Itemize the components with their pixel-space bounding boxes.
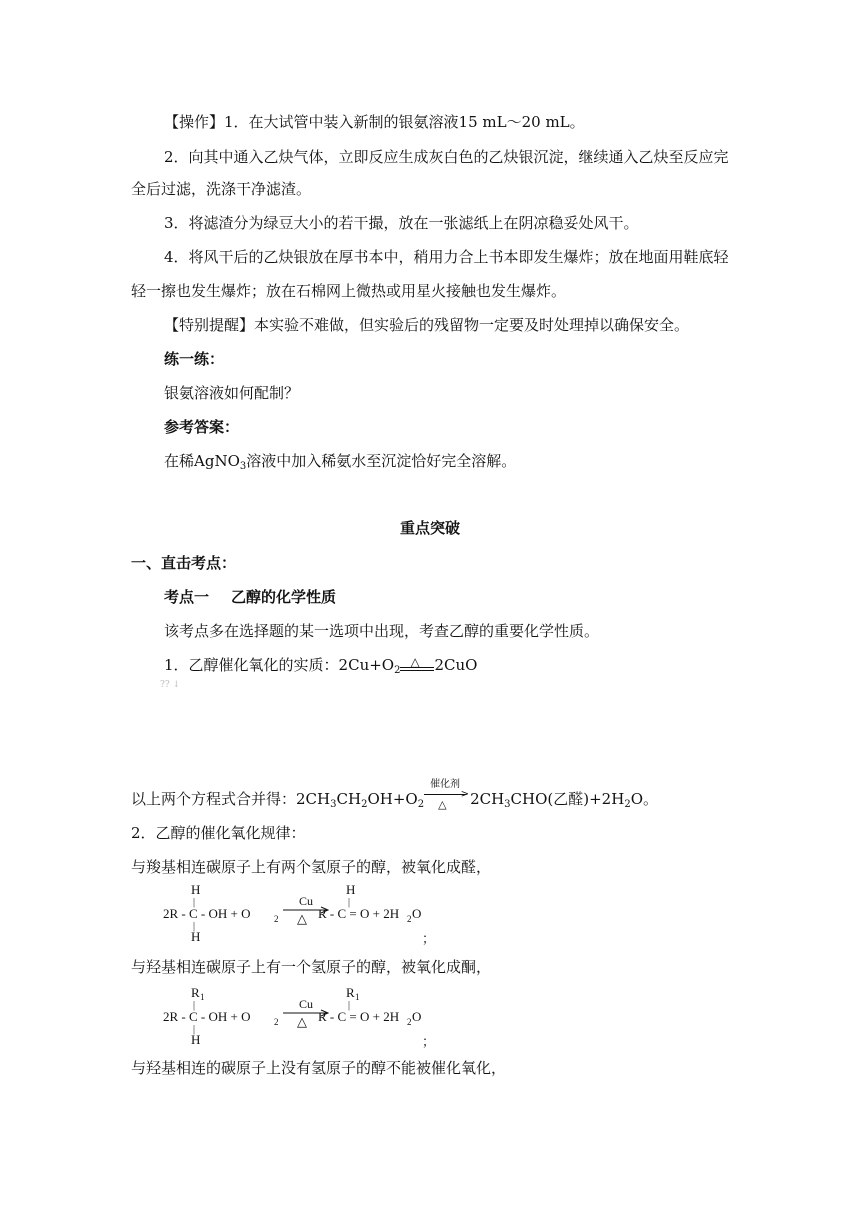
- reminder-tag: 【特别提醒】: [164, 316, 255, 334]
- operation-step3: 3．将滤渣分为绿豆大小的若干撮，放在一张滤纸上在阴凉稳妥处风干。: [164, 214, 639, 232]
- svg-text:△: △: [297, 1014, 307, 1029]
- svg-text:R: R: [191, 985, 200, 1000]
- svg-text:|: |: [193, 1024, 196, 1035]
- svg-text:△: △: [297, 911, 307, 926]
- ketone-equation: [155, 981, 455, 1046]
- operation-step4-a: 4．将风干后的乙炔银放在厚书本中，稍用力合上书本即发生爆炸；放在地面用鞋底轻: [164, 248, 729, 266]
- svg-text:Cu: Cu: [299, 894, 314, 908]
- answer-text: [164, 451, 516, 471]
- svg-text:|: |: [193, 897, 196, 908]
- item1-label: 1．乙醇催化氧化的实质：: [164, 656, 339, 674]
- svg-text:R - C = O + 2H: R - C = O + 2H: [318, 1009, 400, 1024]
- svg-text:2: 2: [407, 914, 412, 924]
- svg-text:|: |: [348, 1000, 351, 1011]
- svg-text:1: 1: [200, 992, 205, 1002]
- svg-text:H: H: [191, 929, 201, 943]
- part1-heading: 一、直击考点：: [131, 554, 237, 572]
- heat-symbol: △: [438, 798, 447, 811]
- point1-title: 乙醇的化学性质: [231, 588, 337, 606]
- semicolon: ；: [422, 932, 436, 947]
- point1-heading: [164, 587, 336, 607]
- combine-line: [131, 779, 658, 811]
- svg-text:2: 2: [274, 1017, 279, 1027]
- rule3: 与羟基相连的碳原子上没有氢原子的醇不能被催化氧化，: [131, 1059, 507, 1077]
- answer-formula: AgNO$_3$: [194, 452, 247, 472]
- rule1: 与羧基相连碳原子上有两个氢原子的醇，被氧化成醛，: [131, 858, 492, 876]
- svg-text:H: H: [191, 1032, 201, 1046]
- faint-mark: ?? ↓: [160, 680, 181, 690]
- svg-text:2: 2: [407, 1017, 412, 1027]
- operation-step1-line: [164, 112, 585, 132]
- reminder-line: [164, 315, 689, 335]
- svg-text:Cu: Cu: [299, 997, 314, 1011]
- svg-text:2R - C - OH + O: 2R - C - OH + O: [163, 906, 251, 921]
- item1-line: [164, 655, 477, 675]
- svg-text:H: H: [191, 882, 201, 897]
- combine-arrow: 催化剂 > △: [424, 789, 470, 809]
- item1-eq-arrow: [400, 655, 434, 675]
- catalyst-label: 催化剂: [430, 779, 461, 790]
- svg-text:|: |: [348, 897, 351, 908]
- operation-step2-b: 全后过滤，洗涤干净滤渣。: [131, 180, 312, 198]
- operation-step2-a: 2．向其中通入乙炔气体，立即反应生成灰白色的乙炔银沉淀，继续通入乙炔至反应完: [164, 148, 729, 166]
- answer-pre: 在稀: [164, 452, 195, 470]
- svg-text:O: O: [412, 1009, 422, 1024]
- operation-step1: 1．在大试管中装入新制的银氨溶液15 mL～20 mL。: [224, 113, 585, 131]
- svg-text:2R - C - OH + O: 2R - C - OH + O: [163, 1009, 251, 1024]
- practice-heading: 练一练：: [164, 350, 225, 368]
- svg-text:O: O: [412, 906, 422, 921]
- operation-step4-b: 轻一擦也发生爆炸；放在石棉网上微热或用星火接触也发生爆炸。: [131, 282, 567, 300]
- item2-heading: 2．乙醇的催化氧化规律：: [131, 824, 306, 842]
- semicolon: ；: [422, 1035, 436, 1050]
- rule2: 与羟基相连碳原子上有一个氢原子的醇，被氧化成酮，: [131, 958, 492, 976]
- point1-label: 考点一: [164, 588, 210, 606]
- operation-tag: 【操作】: [164, 113, 225, 131]
- combine-left: $2CH_3CH_2OH+O_2$: [296, 790, 425, 810]
- heat-symbol: △: [410, 655, 420, 669]
- svg-text:|: |: [193, 1000, 196, 1011]
- svg-text:H: H: [346, 882, 356, 897]
- aldehyde-equation: [155, 878, 455, 943]
- svg-text:1: 1: [355, 992, 360, 1002]
- svg-text:|: |: [193, 921, 196, 932]
- svg-text:R: R: [346, 985, 355, 1000]
- answer-heading: 参考答案：: [164, 418, 240, 436]
- item1-eq-right: 2CuO: [434, 656, 478, 674]
- reminder-text: 本实验不难做，但实验后的残留物一定要及时处理掉以确保安全。: [254, 316, 690, 334]
- section-title: 重点突破: [399, 519, 460, 537]
- answer-post: 溶液中加入稀氨水至沉淀恰好完全溶解。: [246, 452, 517, 470]
- point1-intro: 该考点多在选择题的某一选项中出现，考查乙醇的重要化学性质。: [164, 622, 600, 640]
- svg-text:R - C = O + 2H: R - C = O + 2H: [318, 906, 400, 921]
- item1-eq-left: $2Cu+O_2$: [338, 656, 401, 676]
- combine-pre: 以上两个方程式合并得：: [131, 790, 297, 808]
- combine-right: $2CH_3CHO$(乙醛)$+2H_2O$。: [470, 790, 658, 810]
- svg-text:2: 2: [274, 914, 279, 924]
- practice-question: 银氨溶液如何配制？: [164, 384, 300, 402]
